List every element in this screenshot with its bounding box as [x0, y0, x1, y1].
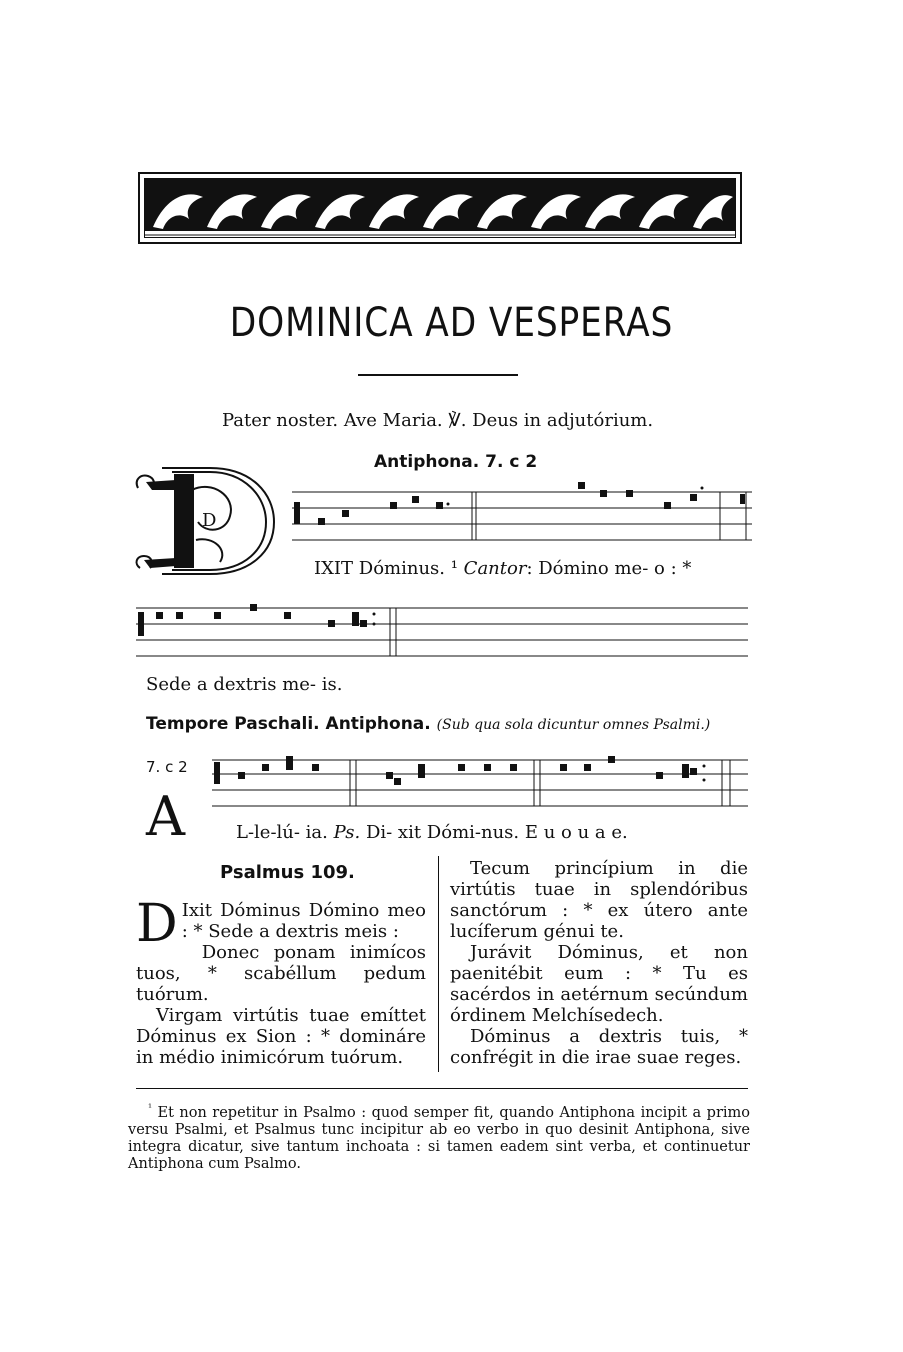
paschal-lyric-line: [236, 822, 628, 843]
illuminated-initial-d: [132, 460, 282, 578]
footnote-mark: ¹: [148, 1103, 153, 1114]
paschal-lyric-a: L-le-lú- ia.: [236, 822, 334, 843]
paschal-initial-a: A: [146, 785, 185, 848]
paschal-mode: 7. c 2: [146, 758, 188, 776]
psalm-right-column: [450, 858, 748, 1068]
psalm-verse-3: Virgam virtútis tuae emíttet Dóminus ex Sion : * domináre in médio inimicórum tuórum.: [136, 1005, 426, 1068]
antiphon-1-lyric-b: : Dómino me- o : *: [526, 558, 692, 579]
footnote: [128, 1100, 750, 1173]
column-divider: [438, 856, 439, 1072]
psalm-drop-cap: D: [136, 894, 178, 954]
psalm-abbrev: Ps.: [333, 822, 361, 843]
footnote-rule: [136, 1088, 748, 1089]
ornamental-header-band: [138, 172, 742, 244]
acanthus-frieze: [144, 178, 736, 238]
page-title: DOMINICA AD VESPERAS: [229, 300, 674, 346]
footnote-text: Et non repetitur in Psalmo : quod semper fit, quando Antiphona incipit a primo versu Psalmi, et Psalmus tunc incipitur ab eo verbo in quo desinit Antiphona, sive integra dicatur, sive tantum inchoata : si tamen eadem sint verba, et continuetur Antiphona cum Psalmo.: [128, 1104, 750, 1172]
psalm-left-column: [136, 894, 426, 1068]
psalm-verse-6: Dóminus a dextris tuis, * confrégit in die irae suae reges.: [450, 1026, 748, 1068]
paschal-label-note: (Sub qua sola dicuntur omnes Psalmi.): [436, 717, 711, 733]
psalm-heading: Psalmus 109.: [220, 862, 355, 883]
staff-antiphon-1a: [292, 488, 752, 546]
paschal-lyric-b: Di- xit Dómi-nus. E u o u a e.: [360, 822, 628, 843]
psalm-verse-4: Tecum princípium in die virtútis tuae in splendóribus sanctórum : * ex útero ante lucíferum génui te.: [450, 858, 748, 942]
preamble-text: Pater noster. Ave Maria. ℣. Deus in adjutórium.: [222, 410, 654, 431]
antiphon-1-lyric-a: IXIT Dóminus. ¹: [314, 558, 464, 579]
psalm-verse-1-text: Ixit Dóminus Dómino meo : * Sede a dextris meis :: [181, 900, 426, 942]
staff-paschal: [212, 758, 748, 810]
title-rule: [358, 374, 518, 376]
initial-d-letter: D: [202, 510, 217, 531]
antiphon-1-text-line-2: Sede a dextris me- is.: [146, 674, 343, 695]
psalm-verse-2: Donec ponam inimícos tuos, * scabéllum pedum tuórum.: [136, 942, 426, 1005]
antiphon-label: Antiphona. 7. c 2: [374, 452, 538, 472]
paschal-antiphon-label: [146, 714, 710, 734]
psalm-verse-1: [136, 894, 426, 954]
antiphon-1-text-line-1: [314, 558, 691, 579]
cantor-label: Cantor: [463, 558, 527, 579]
paschal-label-main: Tempore Paschali. Antiphona.: [146, 714, 431, 734]
psalm-verse-5: Jurávit Dóminus, et non paenitébit eum : * Tu es sacérdos in aetérnum secúndum órdinem Melchísedech.: [450, 942, 748, 1026]
staff-antiphon-1b: [136, 608, 748, 666]
